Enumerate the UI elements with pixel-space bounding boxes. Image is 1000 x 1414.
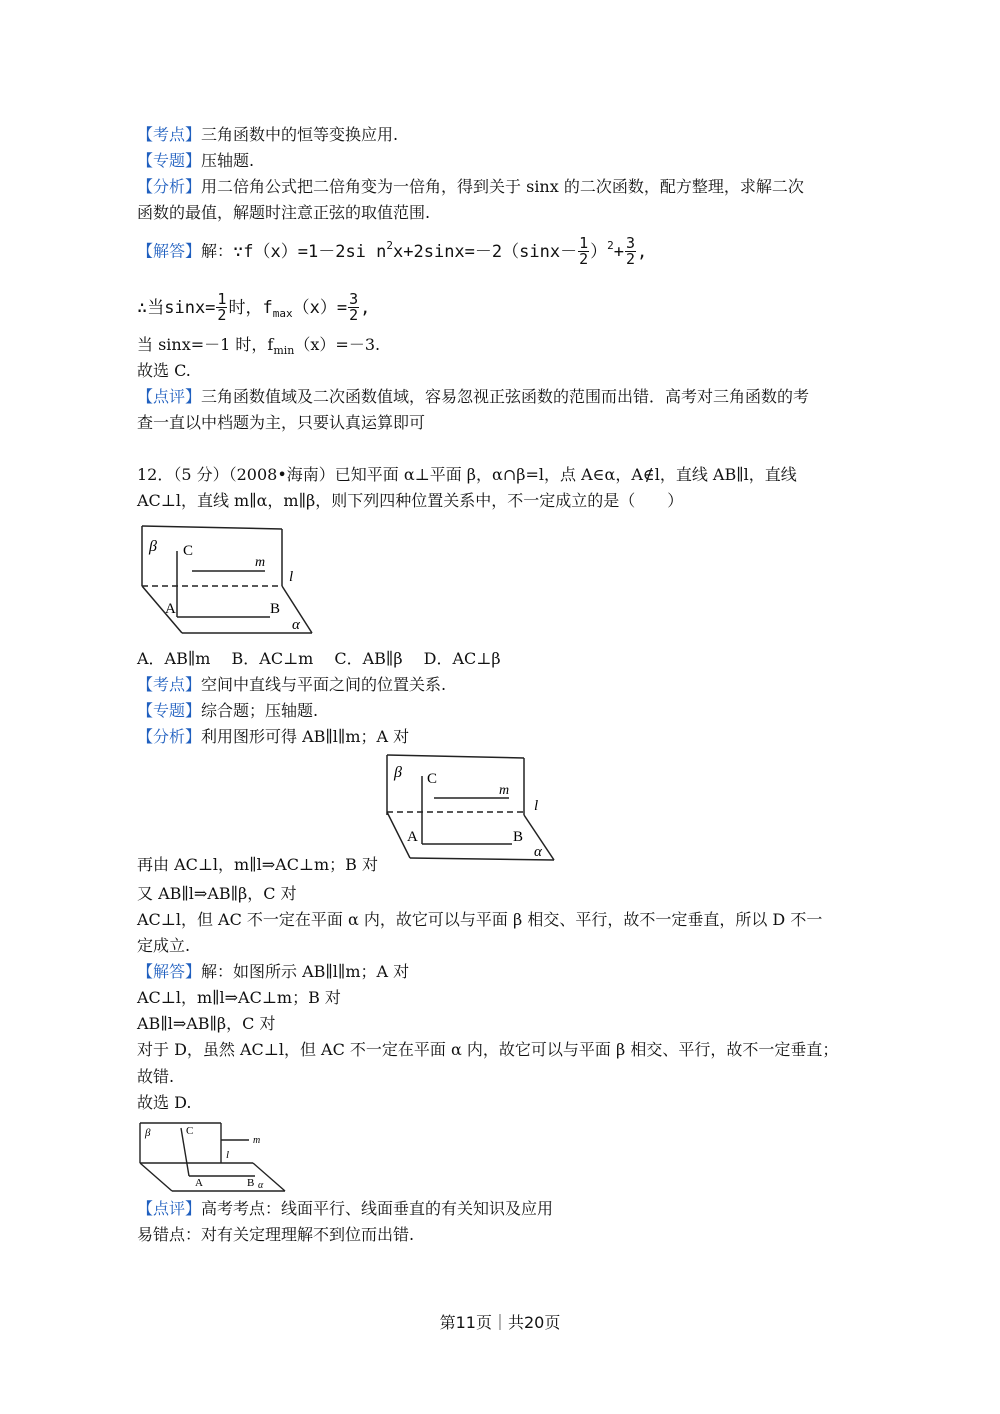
eq2-frac-den: 2 <box>217 306 227 324</box>
fig2-c-label: C <box>427 771 438 787</box>
kaodian-12-line <box>137 674 446 696</box>
question-12-line-2: AC⊥l，直线 m∥α，m∥β，则下列四种位置关系中，不一定成立的是（ ） <box>137 491 684 510</box>
eq1-fraction <box>578 236 589 267</box>
eq2-b: 时，f <box>228 297 273 318</box>
eq2-end: , <box>360 297 371 318</box>
choose-c: 故选 C. <box>137 361 191 380</box>
fenxi-line <box>137 176 804 198</box>
fig3-c-label: C <box>186 1125 194 1137</box>
jieda-12-line-4: 对于 D，虽然 AC⊥l，但 AC 不一定在平面 α 内，故它可以与平面 β 相交、平行，故不一定垂直； <box>137 1040 839 1059</box>
eq2-a: ∴当sinx= <box>137 297 216 318</box>
eq1-frac-den: 2 <box>579 250 589 268</box>
eq2-fraction-2 <box>348 292 359 323</box>
equation-2 <box>137 292 370 323</box>
dianping-line <box>137 386 809 408</box>
jieda-12-tag: 【解答】 <box>137 962 202 981</box>
eq1-frac-num: 1 <box>579 234 589 252</box>
dianping-line-2: 查一直以中档题为主，只要认真运算即可 <box>137 413 426 432</box>
fenxi-12-line <box>137 726 409 748</box>
kaodian-12-text: 空间中直线与平面之间的位置关系. <box>201 675 447 694</box>
fenxi-12-line-5: 定成立. <box>137 936 191 955</box>
fig3-alpha-label: α <box>258 1180 264 1191</box>
fig2-l-label: l <box>534 798 539 814</box>
fig3-m-label: m <box>253 1135 261 1146</box>
fenxi-12-line-3: 又 AB∥l⇒AB∥β，C 对 <box>137 884 297 903</box>
zhuanti-12-line <box>137 700 318 722</box>
zhuanti-line <box>137 150 254 172</box>
eq2-frac2-den: 2 <box>349 306 359 324</box>
zhuanti-tag: 【专题】 <box>137 151 202 170</box>
eq1-frac2-den: 2 <box>625 250 636 268</box>
jieda-12-text: 解：如图所示 AB∥l∥m；A 对 <box>201 962 410 981</box>
eq1-exp: 2 <box>386 238 394 252</box>
eq1-plus: + <box>613 241 624 262</box>
dianping-text-1: 三角函数值域及二次函数值域，容易忽视正弦函数的范围而出错．高考对三角函数的考 <box>201 387 810 406</box>
geometry-figure-3 <box>137 1120 287 1199</box>
fig3-b-label: B <box>247 1177 255 1189</box>
fig1-a-label: A <box>165 601 176 617</box>
fig3-l-label: l <box>226 1149 230 1161</box>
equation-3 <box>137 334 380 356</box>
kaodian-12-tag: 【考点】 <box>137 675 202 694</box>
geometry-figure-2 <box>382 752 562 871</box>
dianping-12-line-2: 易错点：对有关定理理解不到位而出错. <box>137 1225 415 1244</box>
fenxi-tag: 【分析】 <box>137 177 202 196</box>
fenxi-12-line-2: 再由 AC⊥l，m∥l⇒AC⊥m；B 对 <box>137 855 378 874</box>
eq1-mid: x+2sinx=－2（sinx－ <box>393 241 578 262</box>
kaodian-text: 三角函数中的恒等变换应用. <box>201 125 399 144</box>
jieda-12-line-3: AB∥l⇒AB∥β，C 对 <box>137 1014 276 1033</box>
eq2-frac2-num: 3 <box>349 290 359 308</box>
eq1-fraction-2 <box>625 236 636 267</box>
dianping-12-tag: 【点评】 <box>137 1199 202 1218</box>
fenxi-12-line-4: AC⊥l，但 AC 不一定在平面 α 内，故它可以与平面 β 相交、平行，故不一定垂直，所以 D 不一 <box>137 910 823 929</box>
dianping-12-line <box>137 1198 553 1220</box>
eq3-b: （x）=－3. <box>294 335 381 354</box>
dianping-tag: 【点评】 <box>137 387 202 406</box>
zhuanti-12-text: 综合题；压轴题. <box>201 701 319 720</box>
jieda-12-line <box>137 961 409 983</box>
geometry-figure-1 <box>137 523 317 642</box>
jieda-12-line-2: AC⊥l，m∥l⇒AC⊥m；B 对 <box>137 988 341 1007</box>
page-footer: 第11页｜共20页 <box>439 1313 561 1332</box>
eq2-fraction <box>216 292 227 323</box>
jieda-line <box>137 236 647 267</box>
fig1-alpha-label: α <box>292 617 300 633</box>
fenxi-12-tag: 【分析】 <box>137 727 202 746</box>
fig1-c-label: C <box>183 543 194 559</box>
eq1-end: , <box>637 241 648 262</box>
jieda-prefix: 解： <box>201 241 234 261</box>
fenxi-12-text: 利用图形可得 AB∥l∥m；A 对 <box>201 727 410 746</box>
fenxi-line-2: 函数的最值，解题时注意正弦的取值范围. <box>137 203 431 222</box>
eq2-frac-num: 1 <box>217 290 227 308</box>
zhuanti-12-tag: 【专题】 <box>137 701 202 720</box>
fig2-alpha-label: α <box>534 844 542 860</box>
question-12-line-1: 12．（5 分）（2008•海南）已知平面 α⊥平面 β，α∩β=l，点 A∈α，A∉l，直线 AB∥l，直线 <box>137 465 797 484</box>
fig2-b-label: B <box>513 829 524 845</box>
fig2-m-label: m <box>499 783 510 798</box>
fig1-m-label: m <box>255 555 266 570</box>
jieda-12-line-5: 故错. <box>137 1067 175 1086</box>
jieda-tag: 【解答】 <box>137 241 202 261</box>
zhuanti-text: 压轴题. <box>201 151 255 170</box>
equation-1 <box>233 234 648 268</box>
fig3-beta-label: β <box>145 1127 151 1139</box>
fig1-b-label: B <box>270 601 281 617</box>
answer-options: A．AB∥m B．AC⊥m C．AB∥β D．AC⊥β <box>137 649 501 668</box>
fig2-a-label: A <box>407 829 418 845</box>
eq3-sub: min <box>273 344 295 357</box>
dianping-12-text: 高考考点：线面平行、线面垂直的有关知识及应用 <box>201 1199 554 1218</box>
fenxi-text-1: 用二倍角公式把二倍角变为一倍角，得到关于 sinx 的二次函数，配方整理，求解二次 <box>201 177 804 196</box>
fig2-beta-label: β <box>394 764 402 781</box>
eq2-c: （x）= <box>292 297 348 318</box>
eq1-exp2: 2 <box>607 238 614 252</box>
fig1-beta-label: β <box>149 538 157 555</box>
eq2-sub: max <box>272 306 293 320</box>
eq1-left: ∵f（x）=1－2si n <box>233 241 387 262</box>
eq3-a: 当 sinx=－1 时，f <box>137 335 274 354</box>
kaodian-line <box>137 124 398 146</box>
kaodian-tag: 【考点】 <box>137 125 202 144</box>
eq1-close: ） <box>590 241 608 262</box>
fig3-a-label: A <box>195 1177 203 1189</box>
eq1-frac2-num: 3 <box>625 234 636 252</box>
choose-d: 故选 D. <box>137 1093 192 1112</box>
fig1-l-label: l <box>289 569 294 585</box>
